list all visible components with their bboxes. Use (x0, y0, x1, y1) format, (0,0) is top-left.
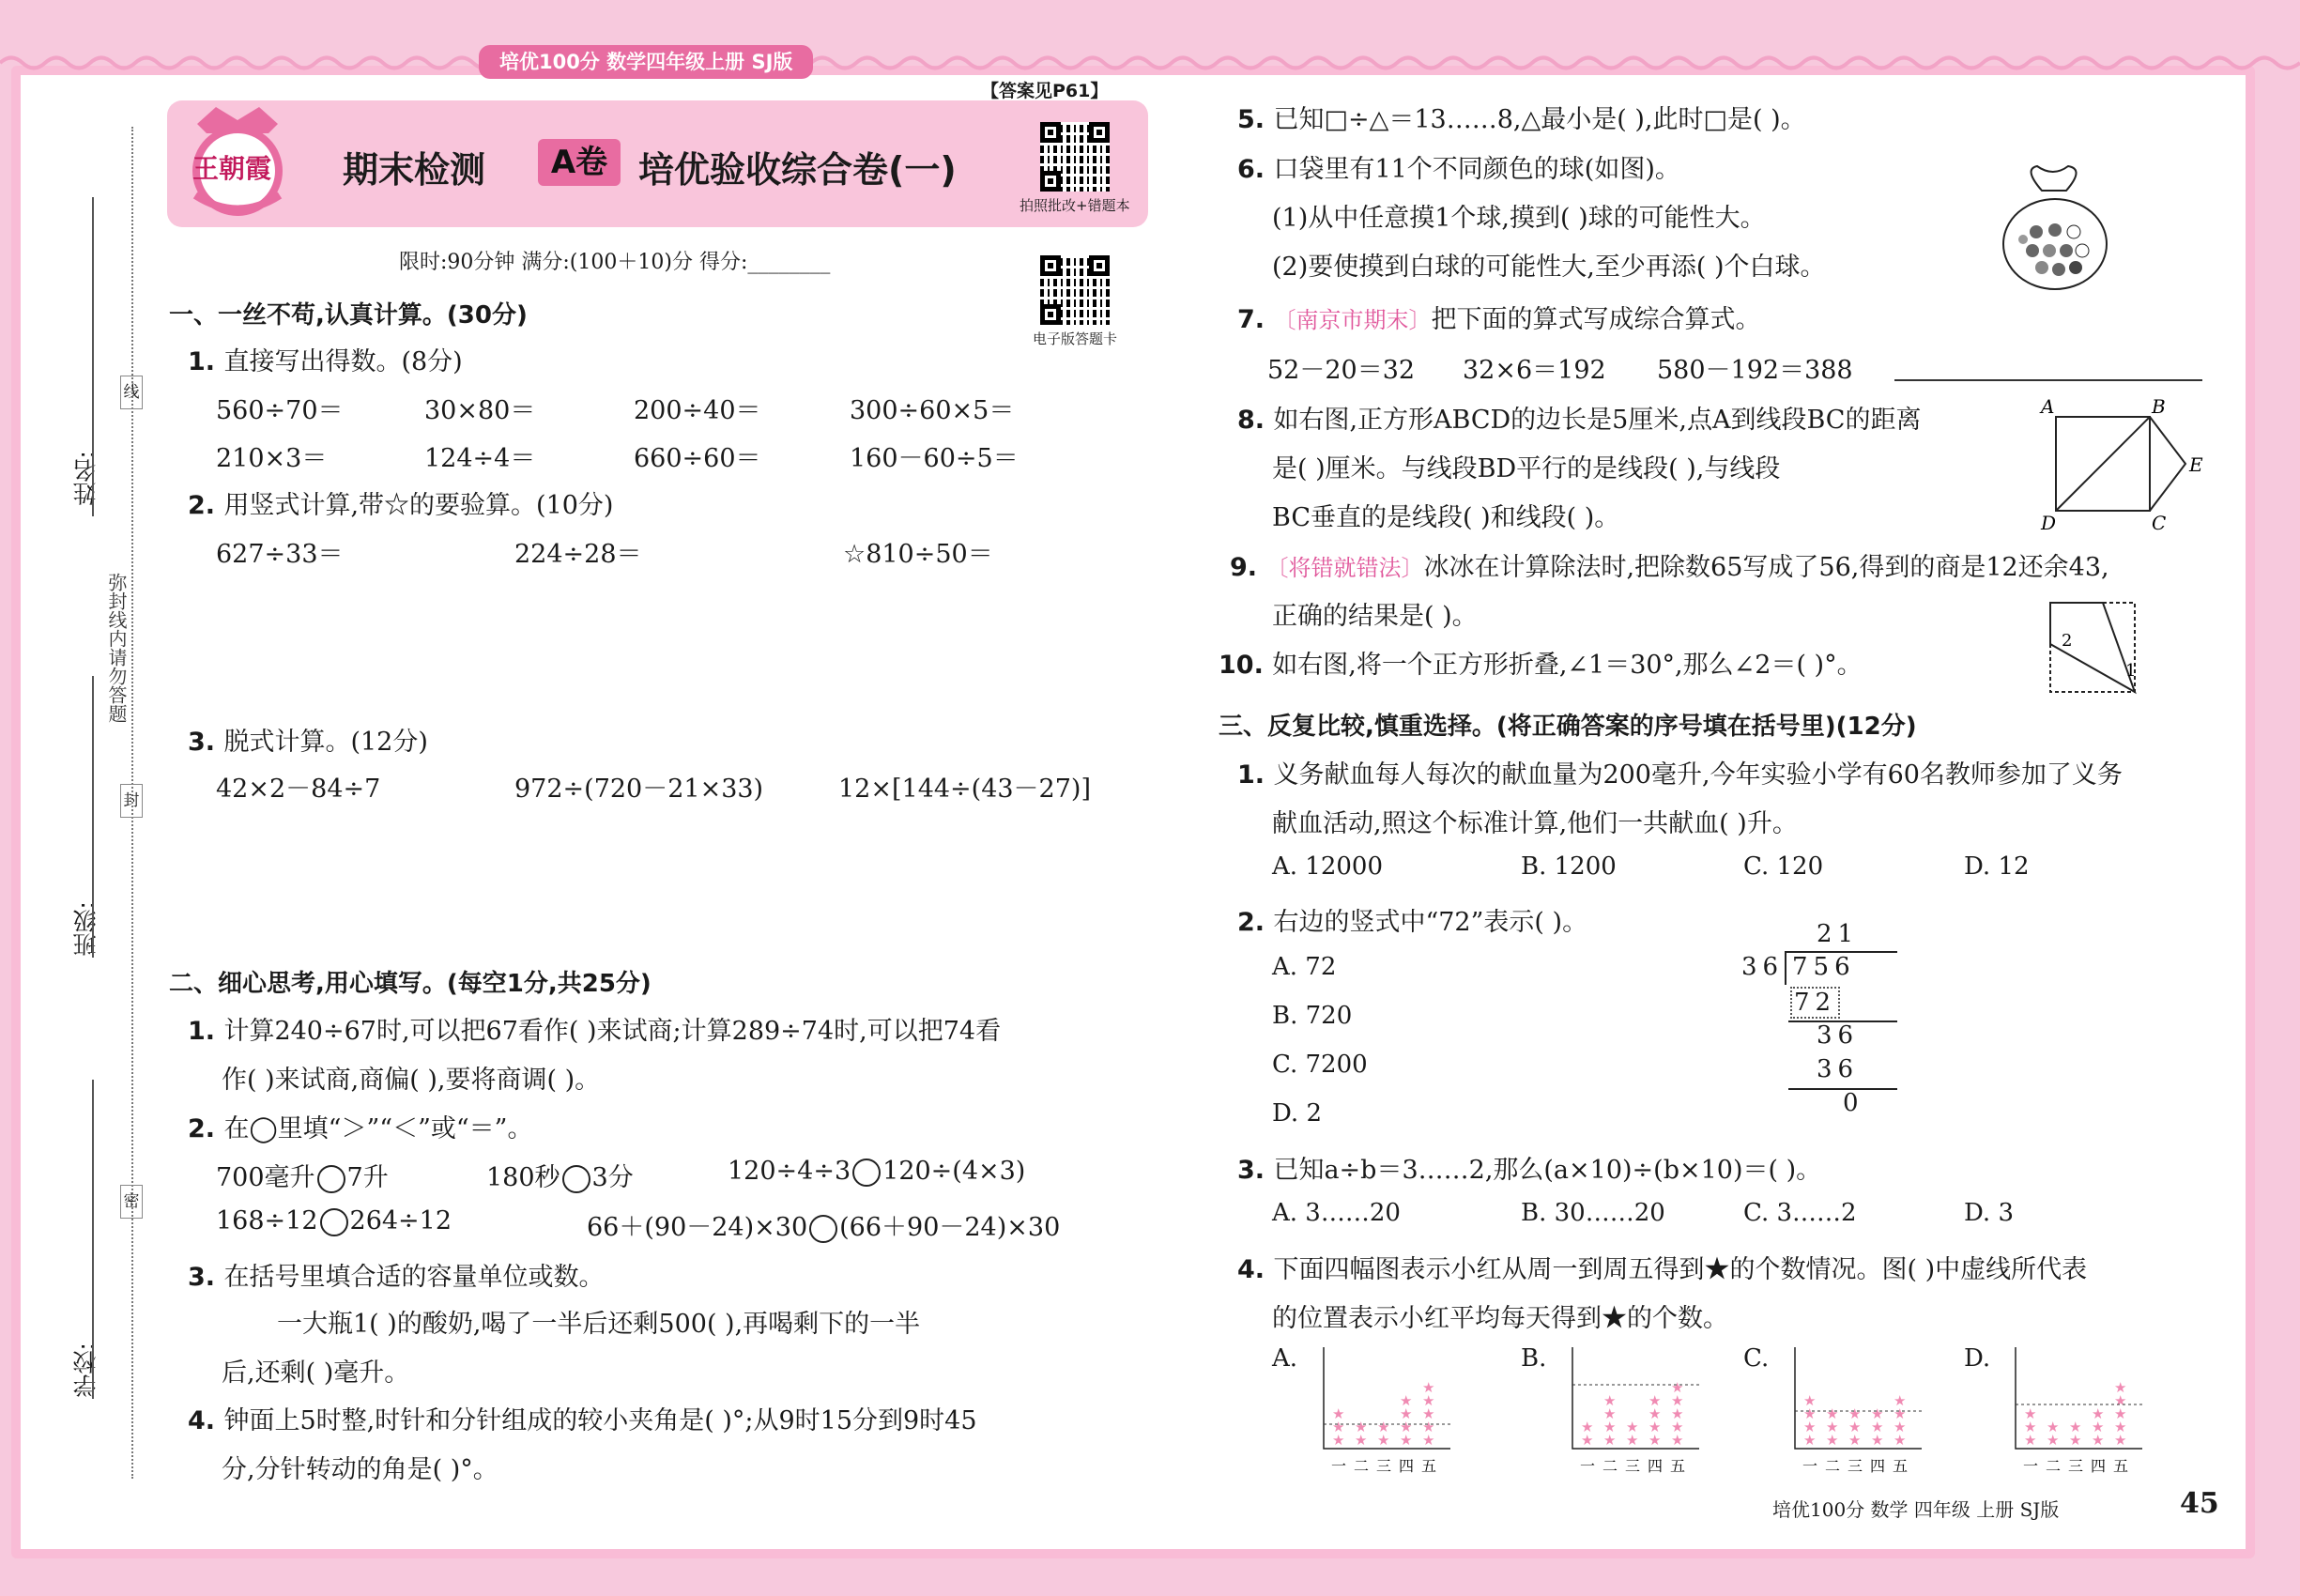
star-chart (1786, 1338, 1926, 1479)
r-q8-line3: BC垂直的是线段( )和线段( )。 (1272, 503, 1620, 532)
compare-item (728, 1157, 1025, 1187)
s3-q3: 已知a÷b＝3……2,那么(a×10)÷(b×10)＝( )。 (1273, 1156, 1822, 1185)
s2-q3: 在括号里填合适的容量单位或数。 (223, 1263, 605, 1292)
q-number: 4. (1237, 1255, 1274, 1284)
star-chart (1563, 1338, 1704, 1479)
s3-q1-line2: 献血活动,照这个标准计算,他们一共献血( )升。 (1272, 809, 1798, 838)
q-number: 2. (1237, 908, 1274, 937)
s3-q4-line1: 下面四幅图表示小红从周一到周五得到★的个数情况。图( )中虚线所代表 (1273, 1255, 2088, 1284)
vertical-calc-item: 224÷28＝ (514, 540, 642, 569)
step-calc-item: 12×[144÷(43－27)] (838, 775, 1091, 804)
day-label: 二 (1602, 1457, 1618, 1475)
div-remainder: 0 (1843, 1089, 1864, 1117)
compare-left: 120÷4÷3 (728, 1157, 851, 1186)
day-label: 一 (1331, 1457, 1347, 1475)
exam-meta: 限时:90分钟 满分:(100＋10)分 得分:________ (399, 251, 831, 274)
star-mark: ★ (1355, 1432, 1368, 1449)
class-label: 班级: (72, 901, 100, 957)
star-mark: ★ (1400, 1392, 1413, 1409)
r-q6-part2: (2)要使摸到白球的可能性大,至少再添( )个白球。 (1272, 253, 1826, 282)
r-q10: 如右图,将一个正方形折叠,∠1＝30°,那么∠2＝( )°。 (1272, 651, 1863, 680)
day-label: 三 (1625, 1457, 1641, 1475)
vertex-a-label: A (2041, 395, 2055, 418)
q-number: 10. (1219, 651, 1273, 680)
section1-title: 一、一丝不苟,认真计算。(30分) (169, 301, 528, 330)
q7-tag: 〔南京市期末〕 (1273, 307, 1432, 333)
choice-option: C. 3……2 (1743, 1199, 1857, 1227)
compare-item (216, 1157, 389, 1193)
choice-option: D. 3 (1964, 1199, 2014, 1227)
page-number: 45 (2180, 1487, 2219, 1520)
div-partial: 36 (1817, 1021, 1860, 1050)
star-mark: ★ (2047, 1419, 2060, 1435)
day-label: 四 (1648, 1457, 1664, 1475)
choice-option: A. 3……20 (1272, 1199, 1401, 1227)
star-mark: ★ (1826, 1405, 1839, 1422)
square-figure (2037, 392, 2206, 533)
answer-line (1894, 379, 2202, 381)
seal-mi-label: 密 (120, 1185, 143, 1219)
school-label: 学校: (72, 1343, 100, 1398)
q-number: 1. (188, 1017, 224, 1046)
div-divisor: 36 (1741, 953, 1785, 981)
star-mark: ★ (1671, 1392, 1684, 1409)
star-mark: ★ (1422, 1392, 1435, 1409)
seal-line-label: 线 (120, 376, 143, 409)
star-mark: ★ (1332, 1432, 1345, 1449)
day-label: 二 (1825, 1457, 1841, 1475)
name-label: 姓名: (72, 451, 100, 506)
star-mark: ★ (1422, 1419, 1435, 1435)
q-number: 9. (1230, 553, 1266, 582)
day-label: 一 (1802, 1457, 1818, 1475)
seal-feng-label: 封 (120, 784, 143, 818)
star-mark: ★ (2024, 1405, 2037, 1422)
s3-q1-line1: 义务献血每人每次的献血量为200毫升,今年实验小学有60名教师参加了义务 (1273, 760, 2123, 790)
star-mark: ★ (1803, 1432, 1817, 1449)
star-mark: ★ (1848, 1419, 1862, 1435)
star-mark: ★ (1400, 1432, 1413, 1449)
star-mark: ★ (1671, 1405, 1684, 1422)
calc-item: 560÷70＝ (216, 396, 344, 425)
compare-circle[interactable] (852, 1159, 881, 1187)
div-quotient: 21 (1817, 920, 1860, 948)
star-mark: ★ (1332, 1405, 1345, 1422)
class-line (92, 676, 94, 958)
star-mark: ★ (1671, 1379, 1684, 1396)
s2-q3-line1: 一大瓶1( )的酸奶,喝了一半后还剩500( ),再喝剩下的一半 (277, 1310, 921, 1339)
q-number: 8. (1237, 406, 1274, 435)
div-product-36: 36 (1817, 1055, 1860, 1083)
name-line (92, 197, 94, 516)
title-part2: 培优验收综合卷(一) (638, 149, 957, 191)
day-label: 四 (1399, 1457, 1415, 1475)
q-number: 3. (188, 728, 224, 757)
q-number: 1. (1237, 760, 1274, 790)
calc-item: 124÷4＝ (424, 444, 536, 473)
star-mark: ★ (1422, 1405, 1435, 1422)
q-number: 2. (188, 491, 224, 520)
star-mark: ★ (1377, 1432, 1390, 1449)
wave-border (0, 53, 2300, 73)
star-mark: ★ (1894, 1405, 1907, 1422)
calc-item: 660÷60＝ (634, 444, 761, 473)
compare-item (587, 1206, 1060, 1243)
day-label: 一 (1580, 1457, 1596, 1475)
s2-q4-line2: 分,分针转动的角是( )°。 (222, 1455, 498, 1484)
star-mark: ★ (1422, 1379, 1435, 1396)
school-line (92, 1080, 94, 1399)
star-mark: ★ (1603, 1392, 1617, 1409)
day-label: 四 (1870, 1457, 1886, 1475)
vertex-d-label: D (2041, 512, 2057, 533)
star-mark: ★ (1332, 1419, 1345, 1435)
star-mark: ★ (1603, 1419, 1617, 1435)
title-badge: A卷 (538, 139, 621, 186)
qr-code-1 (1040, 122, 1110, 192)
vertex-e-label: E (2189, 453, 2203, 476)
star-mark: ★ (2024, 1419, 2037, 1435)
compare-left: 66＋(90－24)×30 (587, 1213, 808, 1242)
star-mark: ★ (1848, 1405, 1862, 1422)
day-label: 五 (1670, 1457, 1686, 1475)
r-q9-line1: 冰冰在计算除法时,把除数65写成了56,得到的商是12还余43, (1423, 553, 2109, 582)
day-label: 五 (1421, 1457, 1437, 1475)
day-label: 五 (1893, 1457, 1909, 1475)
compare-item (486, 1157, 634, 1193)
section2-title: 二、细心思考,用心填写。(每空1分,共25分) (169, 970, 652, 998)
choice-option: D. 2 (1272, 1099, 1322, 1128)
star-mark: ★ (2114, 1392, 2127, 1409)
vertical-calc-item: ☆810÷50＝ (843, 540, 993, 569)
star-mark: ★ (2092, 1432, 2105, 1449)
r-q7: 把下面的算式写成综合算式。 (1431, 305, 1761, 334)
star-mark: ★ (2024, 1432, 2037, 1449)
r-q8-line1: 如右图,正方形ABCD的边长是5厘米,点A到线段BC的距离 (1273, 406, 1922, 435)
star-mark: ★ (1648, 1419, 1662, 1435)
q-number: 3. (188, 1263, 224, 1292)
choice-option: C. 120 (1743, 852, 1824, 881)
compare-right: 7升 (346, 1163, 389, 1192)
day-label: 三 (2068, 1457, 2084, 1475)
q-number: 4. (188, 1406, 224, 1435)
calc-item: 160－60÷5＝ (850, 444, 1019, 473)
star-mark: ★ (1803, 1405, 1817, 1422)
vertex-c-label: C (2152, 512, 2167, 533)
star-mark: ★ (2114, 1405, 2127, 1422)
chart-option-label: C. (1743, 1344, 1770, 1373)
compare-right: (66＋90－24)×30 (839, 1213, 1061, 1242)
formula-item: 32×6＝192 (1463, 356, 1606, 385)
long-division (1741, 915, 1910, 1127)
div-dividend: 756 (1792, 953, 1856, 981)
day-label: 一 (2023, 1457, 2039, 1475)
s3-q4-line2: 的位置表示小红平均每天得到★的个数。 (1272, 1304, 1728, 1333)
compare-right: 3分 (591, 1163, 634, 1192)
star-mark: ★ (1894, 1392, 1907, 1409)
star-mark: ★ (1377, 1419, 1390, 1435)
compare-left: 700毫升 (216, 1163, 315, 1192)
div-product-72: 72 (1790, 987, 1840, 1019)
star-mark: ★ (2069, 1432, 2082, 1449)
star-mark: ★ (1603, 1432, 1617, 1449)
q-number: 5. (1237, 105, 1274, 134)
r-q9-line2: 正确的结果是( )。 (1272, 602, 1478, 631)
compare-left: 180秒 (486, 1163, 560, 1192)
star-mark: ★ (1671, 1432, 1684, 1449)
star-mark: ★ (2047, 1432, 2060, 1449)
compare-circle[interactable] (317, 1165, 345, 1193)
star-mark: ★ (1894, 1419, 1907, 1435)
choice-option: C. 7200 (1272, 1051, 1368, 1079)
compare-circle[interactable] (320, 1208, 348, 1236)
star-mark: ★ (1648, 1432, 1662, 1449)
answer-reference: 【答案见P61】 (981, 81, 1109, 101)
step-calc-item: 972÷(720－21×33) (514, 775, 764, 804)
s2-q1-line1: 计算240÷67时,可以把67看作( )来试商;计算289÷74时,可以把74看 (223, 1017, 1002, 1046)
compare-circle[interactable] (809, 1215, 837, 1243)
star-mark: ★ (1871, 1405, 1884, 1422)
ball-bag-figure (1995, 164, 2117, 291)
star-mark: ★ (1626, 1419, 1639, 1435)
day-label: 五 (2113, 1457, 2129, 1475)
formula-item: 580－192＝388 (1657, 356, 1853, 385)
star-mark: ★ (1603, 1405, 1617, 1422)
r-q6: 口袋里有11个不同颜色的球(如图)。 (1273, 155, 1680, 184)
s2-q1-line2: 作( )来试商,商偏( ),要将商调( )。 (222, 1066, 601, 1095)
seal-notice: 弥封线内请勿答题 (105, 573, 128, 723)
star-mark: ★ (1826, 1432, 1839, 1449)
qr-caption-1: 拍照批改+错题本 (1020, 197, 1130, 214)
r-q8-line2: 是( )厘米。与线段BD平行的是线段( ),与线段 (1272, 454, 1781, 483)
star-mark: ★ (1355, 1419, 1368, 1435)
choice-option: A. 12000 (1272, 852, 1384, 881)
star-mark: ★ (2092, 1405, 2105, 1422)
choice-option: B. 30……20 (1521, 1199, 1665, 1227)
day-label: 三 (1376, 1457, 1392, 1475)
q-number: 6. (1237, 155, 1274, 184)
choice-option: A. 72 (1272, 953, 1337, 981)
star-mark: ★ (1803, 1419, 1817, 1435)
star-chart (1314, 1338, 1455, 1479)
footer-text: 培优100分 数学 四年级 上册 SJ版 (1772, 1498, 2060, 1521)
day-label: 四 (2091, 1457, 2107, 1475)
r-q5: 已知□÷△＝13……8,△最小是( ),此时□是( )。 (1273, 105, 1806, 134)
star-mark: ★ (2114, 1419, 2127, 1435)
s1-q3: 脱式计算。(12分) (223, 728, 428, 757)
compare-right: 264÷12 (349, 1206, 452, 1235)
star-mark: ★ (1826, 1419, 1839, 1435)
star-chart (2006, 1338, 2147, 1479)
star-mark: ★ (1648, 1392, 1662, 1409)
r-q6-part1: (1)从中任意摸1个球,摸到( )球的可能性大。 (1272, 204, 1766, 233)
section3-title: 三、反复比较,慎重选择。(将正确答案的序号填在括号里)(12分) (1219, 713, 1917, 741)
chart-option-label: D. (1964, 1344, 1991, 1373)
angle-2-label: 2 (2062, 631, 2073, 651)
vertical-calc-item: 627÷33＝ (216, 540, 344, 569)
compare-right: 120÷(4×3) (882, 1157, 1026, 1186)
chart-option-label: A. (1272, 1344, 1298, 1373)
q-number: 3. (1237, 1156, 1274, 1185)
star-mark: ★ (2069, 1419, 2082, 1435)
q9-tag: 〔将错就错法〕 (1265, 555, 1424, 581)
star-mark: ★ (1581, 1419, 1594, 1435)
s1-q1: 直接写出得数。(8分) (223, 347, 463, 376)
formula-item: 52－20＝32 (1267, 356, 1416, 385)
star-mark: ★ (2114, 1432, 2127, 1449)
angle-1-label: 1 (2125, 661, 2137, 681)
star-mark: ★ (2114, 1379, 2127, 1396)
title-part1: 期末检测 (343, 149, 486, 191)
star-mark: ★ (1671, 1419, 1684, 1435)
qr-code-2 (1040, 255, 1110, 325)
choice-option: B. 720 (1272, 1002, 1353, 1030)
calc-item: 300÷60×5＝ (850, 396, 1015, 425)
calc-item: 210×3＝ (216, 444, 328, 473)
star-mark: ★ (1581, 1432, 1594, 1449)
star-mark: ★ (1422, 1432, 1435, 1449)
q-number: 1. (188, 347, 224, 376)
s2-q3-line2: 后,还剩( )毫升。 (222, 1358, 410, 1388)
series-header: 培优100分 数学四年级上册 SJ版 (479, 45, 813, 79)
star-mark: ★ (1871, 1432, 1884, 1449)
qr-caption-2: 电子版答题卡 (1033, 330, 1118, 347)
star-mark: ★ (1400, 1419, 1413, 1435)
step-calc-item: 42×2－84÷7 (216, 775, 381, 804)
star-mark: ★ (1626, 1432, 1639, 1449)
s2-q2: 在◯里填“＞”“＜”或“＝”。 (223, 1114, 533, 1143)
star-mark: ★ (1803, 1392, 1817, 1409)
calc-item: 30×80＝ (424, 396, 536, 425)
q-number: 2. (188, 1114, 224, 1143)
star-mark: ★ (1400, 1405, 1413, 1422)
star-mark: ★ (1871, 1419, 1884, 1435)
star-mark: ★ (1848, 1432, 1862, 1449)
choice-option: B. 1200 (1521, 852, 1617, 881)
compare-circle[interactable] (562, 1165, 590, 1193)
star-mark: ★ (1648, 1405, 1662, 1422)
day-label: 二 (2046, 1457, 2062, 1475)
s3-q2: 右边的竖式中“72”表示( )。 (1273, 908, 1588, 937)
day-label: 二 (1354, 1457, 1370, 1475)
chart-option-label: B. (1521, 1344, 1547, 1373)
s2-q4-line1: 钟面上5时整,时针和分针组成的较小夹角是( )°;从9时15分到9时45 (223, 1406, 977, 1435)
logo-text: 王朝霞 (192, 153, 272, 184)
vertex-b-label: B (2152, 395, 2166, 418)
star-mark: ★ (1894, 1432, 1907, 1449)
compare-left: 168÷12 (216, 1206, 318, 1235)
fold-figure (2047, 597, 2140, 698)
q-number: 7. (1237, 305, 1274, 334)
s1-q2: 用竖式计算,带☆的要验算。(10分) (223, 491, 614, 520)
compare-item (216, 1206, 452, 1236)
calc-item: 200÷40＝ (634, 396, 761, 425)
day-label: 三 (1848, 1457, 1863, 1475)
choice-option: D. 12 (1964, 852, 2030, 881)
star-mark: ★ (2092, 1419, 2105, 1435)
